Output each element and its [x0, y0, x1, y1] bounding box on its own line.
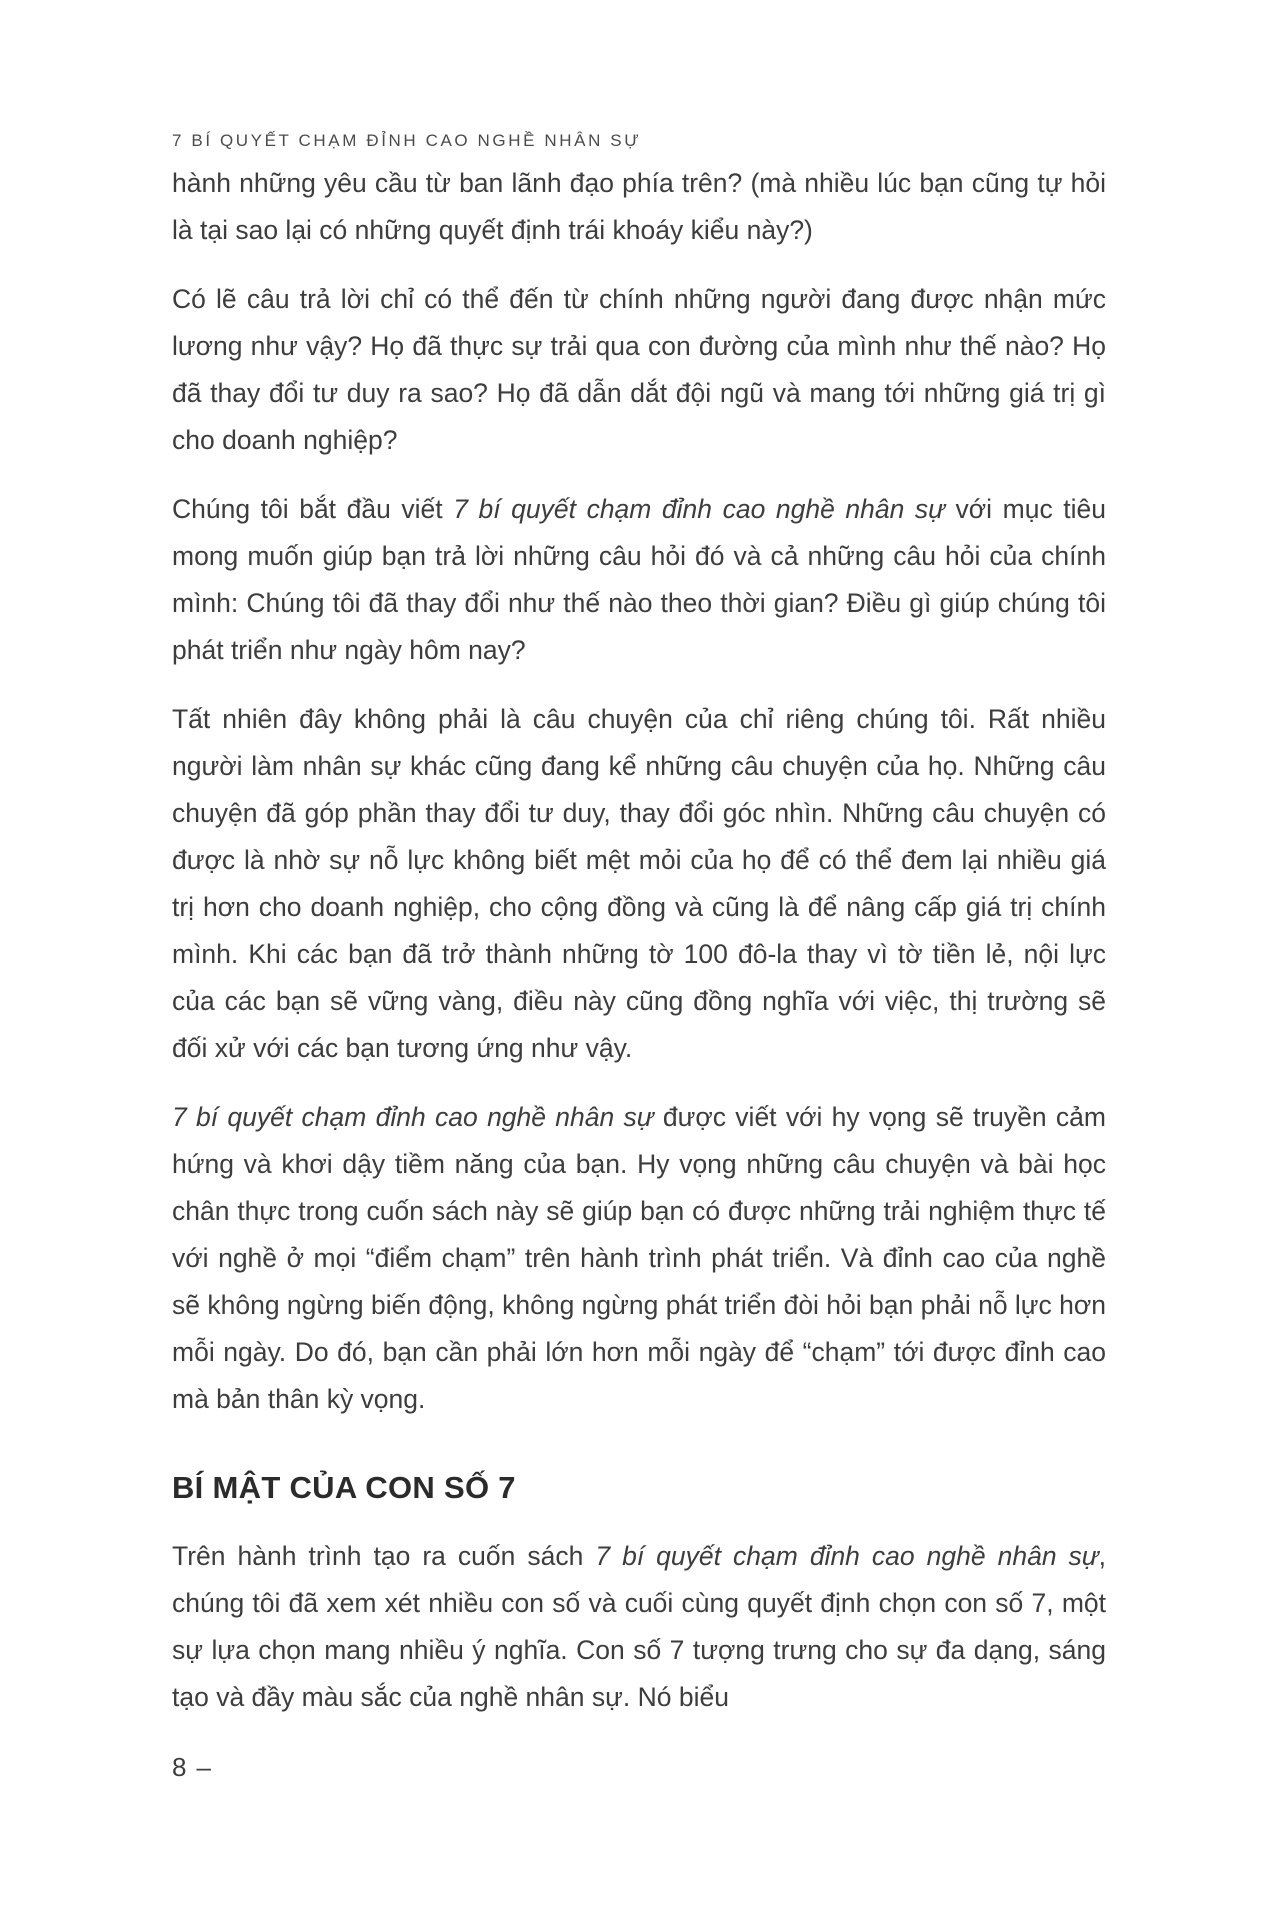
text-run: , chúng tôi đã xem xét nhiều con số và cuối cùng quyết định chọn con số 7, một sự lựa chọn mang nhiều ý nghĩa. Con số 7 tượng trưng cho sự đa dạng, sáng tạo và đầy màu sắc của nghề nhân sự. Nó biểu	[172, 1541, 1106, 1712]
page-footer	[172, 1752, 211, 1783]
text-run: được viết với hy vọng sẽ truyền cảm hứng và khơi dậy tiềm năng của bạn. Hy vọng những câu chuyện và bài học chân thực trong cuốn sách này sẽ giúp bạn có được những trải nghiệm thực tế với nghề ở mọi “điểm chạm” trên hành trình phát triển. Và đỉnh cao của nghề sẽ không ngừng biến động, không ngừng phát triển đòi hỏi bạn phải nỗ lực hơn mỗi ngày. Do đó, bạn cần phải lớn hơn mỗi ngày để “chạm” tới được đỉnh cao mà bản thân kỳ vọng.	[172, 1102, 1107, 1414]
book-title-italic: 7 bí quyết chạm đỉnh cao nghề nhân sự	[453, 494, 945, 524]
paragraph	[172, 1094, 1106, 1423]
page-number: 8	[172, 1752, 187, 1782]
page-number-dash: –	[196, 1752, 211, 1782]
text-run: Tất nhiên đây không phải là câu chuyện của chỉ riêng chúng tôi. Rất nhiều người làm nhân sự khác cũng đang kể những câu chuyện của họ. Những câu chuyện đã góp phần thay đổi tư duy, thay đổi góc nhìn. Những câu chuyện có được là nhờ sự nỗ lực không biết mệt mỏi của họ để có thể đem lại nhiều giá trị hơn cho doanh nghiệp, cho cộng đồng và cũng là để nâng cấp giá trị chính mình. Khi các bạn đã trở thành những tờ 100 đô-la thay vì tờ tiền lẻ, nội lực của các bạn sẽ vững vàng, điều này cũng đồng nghĩa với việc, thị trường sẽ đối xử với các bạn tương ứng như vậy.	[172, 704, 1106, 1063]
paragraph	[172, 486, 1106, 674]
book-title-italic: 7 bí quyết chạm đỉnh cao nghề nhân sự	[595, 1541, 1099, 1571]
paragraph	[172, 696, 1106, 1072]
text-run: Có lẽ câu trả lời chỉ có thể đến từ chính những người đang được nhận mức lương như vậy? Họ đã thực sự trải qua con đường của mình như thế nào? Họ đã thay đổi tư duy ra sao? Họ đã dẫn dắt đội ngũ và mang tới những giá trị gì cho doanh nghiệp?	[172, 284, 1106, 455]
text-run: Trên hành trình tạo ra cuốn sách	[172, 1541, 596, 1571]
paragraph	[172, 276, 1106, 464]
text-run: với mục tiêu mong muốn giúp bạn trả lời những câu hỏi đó và cả những câu hỏi của chính mình: Chúng tôi đã thay đổi như thế nào theo thời gian? Điều gì giúp chúng tôi phát triển như ngày hôm nay?	[172, 494, 1106, 665]
text-run: hành những yêu cầu từ ban lãnh đạo phía trên? (mà nhiều lúc bạn cũng tự hỏi là tại sao lại có những quyết định trái khoáy kiểu này?)	[172, 168, 1106, 245]
paragraph	[172, 160, 1106, 254]
running-header: 7 BÍ QUYẾT CHẠM ĐỈNH CAO NGHỀ NHÂN SỰ	[172, 131, 642, 150]
book-title-italic: 7 bí quyết chạm đỉnh cao nghề nhân sự	[172, 1102, 654, 1132]
paragraph	[172, 1533, 1106, 1721]
section-heading: BÍ MẬT CỦA CON SỐ 7	[172, 1470, 516, 1505]
text-run: Chúng tôi bắt đầu viết	[172, 494, 454, 524]
page-body	[172, 160, 1106, 1743]
